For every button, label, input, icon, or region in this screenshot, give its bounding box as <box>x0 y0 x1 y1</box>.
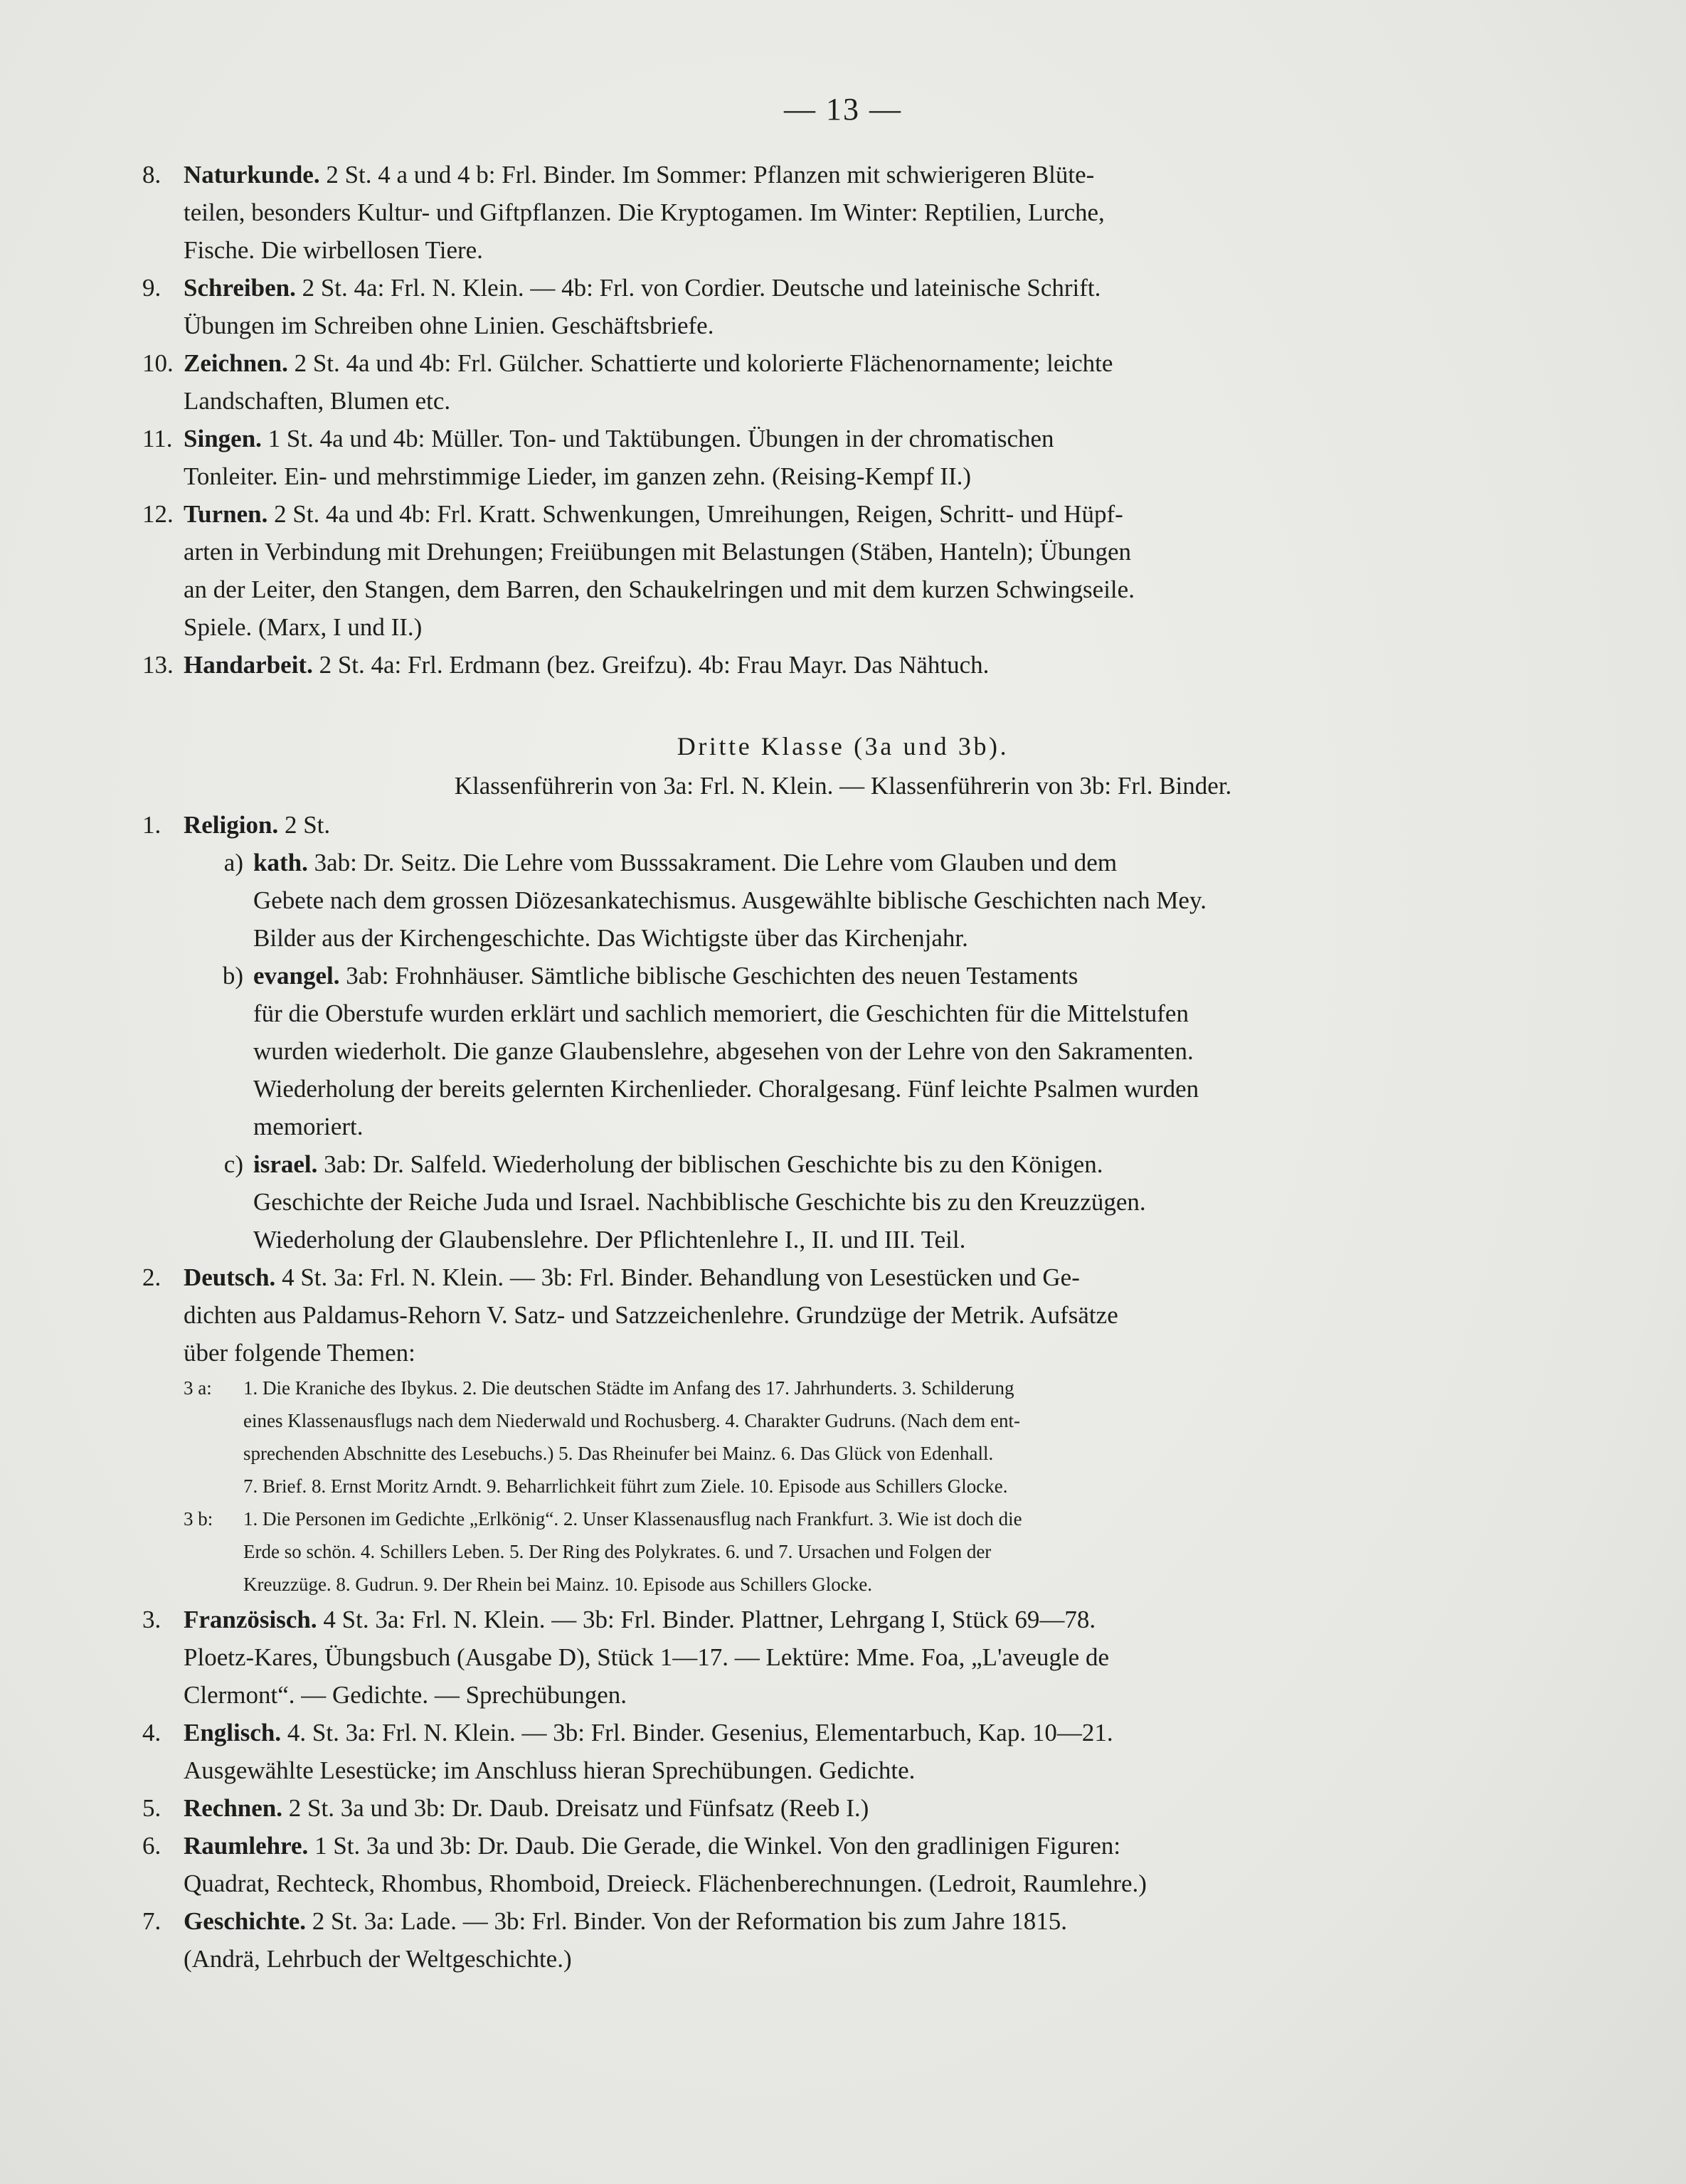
item-line <box>142 1601 1544 1638</box>
theme-line <box>184 1372 1544 1404</box>
item-line <box>142 156 1544 194</box>
theme-class: 3 a: <box>184 1377 212 1399</box>
item-hours: 2 St. <box>284 811 331 839</box>
item-text: Wiederholung der bereits gelernten Kirchenlieder. Choralgesang. Fünf leichte Psalmen wurden <box>253 1075 1199 1103</box>
item-text: Clermont“. — Gedichte. — Sprechübungen. <box>184 1681 627 1709</box>
item-text: dichten aus Paldamus-Rehorn V. Satz- und Satzzeichenlehre. Grundzüge der Metrik. Aufsätze <box>184 1301 1118 1329</box>
item-title: Französisch. <box>184 1606 317 1633</box>
subsection-label: c) <box>223 1150 243 1178</box>
item-text: 4. St. 3a: Frl. N. Klein. — 3b: Frl. Binder. Gesenius, Elementarbuch, Kap. 10—21. <box>287 1719 1113 1746</box>
item-text: Landschaften, Blumen etc. <box>184 387 451 415</box>
item-line <box>142 608 1544 646</box>
religion-subsection <box>184 844 1544 957</box>
deutsch-item <box>142 1258 1544 1372</box>
theme-text: 1. Die Personen im Gedichte „Erlkönig“. 2. Unser Klassenausflug nach Frankfurt. 3. Wie ist doch die <box>243 1508 1022 1530</box>
item-text: Wiederholung der Glaubenslehre. Der Pflichtenlehre I., II. und III. Teil. <box>253 1226 966 1253</box>
theme-line <box>184 1535 1544 1568</box>
item-number: 8. <box>142 161 161 189</box>
item-number: 3. <box>142 1606 161 1633</box>
item-text: Spiele. (Marx, I und II.) <box>184 613 423 641</box>
theme-text: Kreuzzüge. 8. Gudrun. 9. Der Rhein bei Mainz. 10. Episode aus Schillers Glocke. <box>243 1574 873 1595</box>
theme-text: 1. Die Kraniche des Ibykus. 2. Die deutschen Städte im Anfang des 17. Jahrhunderts. 3. Schilderung <box>243 1377 1014 1399</box>
subsection-label: b) <box>222 962 243 990</box>
item-text: 3ab: Frohnhäuser. Sämtliche biblische Geschichten des neuen Testaments <box>346 962 1078 990</box>
item-number: 4. <box>142 1719 161 1746</box>
numbered-item <box>142 1601 1544 1714</box>
subsection-title: kath. <box>253 849 308 876</box>
item-title: Singen. <box>184 425 262 452</box>
item-title: Geschichte. <box>184 1907 307 1935</box>
item-number: 2. <box>142 1263 161 1291</box>
item-text: teilen, besonders Kultur- und Giftpflanzen. Die Kryptogamen. Im Winter: Reptilien, Lurche, <box>184 198 1105 226</box>
numbered-item <box>142 420 1544 495</box>
item-title: Zeichnen. <box>184 349 288 377</box>
item-line <box>184 1108 1544 1145</box>
item-text: Fische. Die wirbellosen Tiere. <box>184 236 483 264</box>
item-title: Handarbeit. <box>184 651 313 679</box>
item-line <box>142 420 1544 457</box>
item-text: an der Leiter, den Stangen, dem Barren, den Schaukelringen und mit dem kurzen Schwingseile. <box>184 576 1135 603</box>
item-line <box>142 1676 1544 1714</box>
theme-line <box>184 1502 1544 1535</box>
item-line <box>142 1902 1544 1940</box>
item-text: 2 St. 4 a und 4 b: Frl. Binder. Im Sommer: Pflanzen mit schwierigeren Blüte- <box>326 161 1095 189</box>
theme-list <box>184 1372 1544 1502</box>
numbered-item <box>142 1789 1544 1827</box>
item-text: Bilder aus der Kirchengeschichte. Das Wichtigste über das Kirchenjahr. <box>253 924 968 952</box>
item-line <box>184 957 1544 995</box>
item-title: Turnen. <box>184 500 268 528</box>
item-line <box>184 881 1544 919</box>
item-line <box>142 457 1544 495</box>
item-line <box>142 646 1544 684</box>
item-text: 3ab: Dr. Seitz. Die Lehre vom Busssakrament. Die Lehre vom Glauben und dem <box>314 849 1118 876</box>
item-line <box>142 269 1544 307</box>
item-title: Rechnen. <box>184 1794 283 1822</box>
item-text: 2 St. 3a und 3b: Dr. Daub. Dreisatz und Fünfsatz (Reeb I.) <box>288 1794 869 1822</box>
item-line <box>142 194 1544 231</box>
religion-subsection <box>184 957 1544 1145</box>
item-text: arten in Verbindung mit Drehungen; Freiübungen mit Belastungen (Stäben, Hanteln); Übungen <box>184 538 1131 566</box>
item-number: 1. <box>142 811 161 839</box>
item-text: 4 St. 3a: Frl. N. Klein. — 3b: Frl. Binder. Plattner, Lehrgang I, Stück 69—78. <box>323 1606 1096 1633</box>
theme-line <box>184 1437 1544 1470</box>
theme-text: Erde so schön. 4. Schillers Leben. 5. Der Ring des Polykrates. 6. und 7. Ursachen und Folgen der <box>243 1541 992 1562</box>
theme-text: eines Klassenausflugs nach dem Niederwald und Rochusberg. 4. Charakter Gudruns. (Nach dem ent- <box>243 1410 1020 1431</box>
item-line <box>142 231 1544 269</box>
item-text: wurden wiederholt. Die ganze Glaubenslehre, abgesehen von der Lehre von den Sakramenten. <box>253 1037 1194 1065</box>
item-title: Englisch. <box>184 1719 282 1746</box>
religion-subsection <box>184 1145 1544 1258</box>
numbered-item <box>142 156 1544 269</box>
item-number: 10. <box>142 349 174 377</box>
item-line <box>142 382 1544 420</box>
item-line <box>142 533 1544 571</box>
item-line <box>142 344 1544 382</box>
item-text: 1 St. 4a und 4b: Müller. Ton- und Taktübungen. Übungen in der chromatischen <box>267 425 1054 452</box>
item-line <box>142 1258 1544 1296</box>
item-text: 1 St. 3a und 3b: Dr. Daub. Die Gerade, die Winkel. Von den gradlinigen Figuren: <box>314 1832 1121 1860</box>
item-text: (Andrä, Lehrbuch der Weltgeschichte.) <box>184 1945 572 1973</box>
numbered-item <box>142 344 1544 420</box>
item-line <box>142 1789 1544 1827</box>
class-teachers: Klassenführerin von 3a: Frl. N. Klein. — Klassenführerin von 3b: Frl. Binder. <box>454 772 1232 800</box>
item-text: Gebete nach dem grossen Diözesankatechismus. Ausgewählte biblische Geschichten nach Mey. <box>253 886 1207 914</box>
item-number: 7. <box>142 1907 161 1935</box>
subsection-label: a) <box>223 849 243 876</box>
numbered-item <box>142 269 1544 344</box>
item-title: Schreiben. <box>184 274 296 302</box>
theme-text: sprechenden Abschnitte des Lesebuchs.) 5. Das Rheinufer bei Mainz. 6. Das Glück von Edenhall. <box>243 1443 994 1464</box>
item-line <box>142 571 1544 608</box>
item-text: Übungen im Schreiben ohne Linien. Geschäftsbriefe. <box>184 312 714 339</box>
item-title: Deutsch. <box>184 1263 276 1291</box>
item-text: 2 St. 4a und 4b: Frl. Gülcher. Schattierte und kolorierte Flächenornamente; leichte <box>294 349 1113 377</box>
item-text: für die Oberstufe wurden erklärt und sachlich memoriert, die Geschichten für die Mittelstufen <box>253 1000 1189 1027</box>
item-number: 6. <box>142 1832 161 1860</box>
item-line <box>184 919 1544 957</box>
item-text: 2 St. 3a: Lade. — 3b: Frl. Binder. Von der Reformation bis zum Jahre 1815. <box>312 1907 1068 1935</box>
numbered-item <box>142 1714 1544 1789</box>
theme-text: 7. Brief. 8. Ernst Moritz Arndt. 9. Beharrlichkeit führt zum Ziele. 10. Episode aus Schillers Glocke. <box>243 1475 1008 1497</box>
item-number: 11. <box>142 425 173 452</box>
item-text: 4 St. 3a: Frl. N. Klein. — 3b: Frl. Binder. Behandlung von Lesestücken und Ge- <box>282 1263 1080 1291</box>
item-title: Religion. <box>184 811 279 839</box>
upper-items <box>142 156 1544 684</box>
numbered-item <box>142 1827 1544 1902</box>
item-number: 9. <box>142 274 161 302</box>
item-text: 2 St. 4a: Frl. Erdmann (bez. Greifzu). 4b: Frau Mayr. Das Nähtuch. <box>319 651 990 679</box>
item-number: 5. <box>142 1794 161 1822</box>
item-line <box>184 1221 1544 1258</box>
item-number: 13. <box>142 651 174 679</box>
numbered-item <box>142 1902 1544 1978</box>
item-title: Naturkunde. <box>184 161 320 189</box>
item-text: Geschichte der Reiche Juda und Israel. Nachbiblische Geschichte bis zu den Kreuzzügen. <box>253 1188 1146 1216</box>
item-text: Ploetz-Kares, Übungsbuch (Ausgabe D), Stück 1—17. — Lektüre: Mme. Foa, „L'aveugle de <box>184 1643 1109 1671</box>
item-line <box>184 1032 1544 1070</box>
item-line <box>142 1865 1544 1902</box>
item-line <box>142 1638 1544 1676</box>
theme-line <box>184 1404 1544 1437</box>
theme-list <box>184 1502 1544 1601</box>
item-number: 12. <box>142 500 174 528</box>
item-title: Raumlehre. <box>184 1832 309 1860</box>
religion-subsections <box>142 844 1544 1258</box>
item-text: Quadrat, Rechteck, Rhombus, Rhomboid, Dreieck. Flächenberechnungen. (Ledroit, Raumlehre.) <box>184 1870 1147 1897</box>
item-line <box>142 1751 1544 1789</box>
numbered-item <box>142 495 1544 646</box>
item-text: Ausgewählte Lesestücke; im Anschluss hieran Sprechübungen. Gedichte. <box>184 1756 916 1784</box>
subsection-title: evangel. <box>253 962 340 990</box>
item-line <box>142 495 1544 533</box>
item-text: 2 St. 4a und 4b: Frl. Kratt. Schwenkungen, Umreihungen, Reigen, Schritt- und Hüpf- <box>274 500 1123 528</box>
item-text: 2 St. 4a: Frl. N. Klein. — 4b: Frl. von Cordier. Deutsche und lateinische Schrift. <box>302 274 1101 302</box>
lower-items <box>142 1601 1544 1978</box>
subsection-title: israel. <box>253 1150 318 1178</box>
item-text: über folgende Themen: <box>184 1339 415 1367</box>
item-line <box>142 1940 1544 1978</box>
item-line <box>142 307 1544 344</box>
theme-line <box>184 1470 1544 1502</box>
item-line <box>142 1714 1544 1751</box>
numbered-item <box>142 646 1544 684</box>
item-text: 3ab: Dr. Salfeld. Wiederholung der biblischen Geschichte bis zu den Königen. <box>324 1150 1103 1178</box>
religion-item <box>142 806 1544 844</box>
theme-line <box>184 1568 1544 1601</box>
item-line <box>142 1296 1544 1334</box>
item-line <box>142 1827 1544 1865</box>
item-text: Tonleiter. Ein- und mehrstimmige Lieder, im ganzen zehn. (Reising-Kempf II.) <box>184 462 972 490</box>
theme-class: 3 b: <box>184 1508 213 1530</box>
item-text: memoriert. <box>253 1113 364 1140</box>
page-number: — 13 — <box>784 92 902 127</box>
item-line <box>142 1334 1544 1372</box>
essay-themes <box>184 1372 1544 1601</box>
section-title: Dritte Klasse (3a und 3b). <box>677 732 1009 760</box>
item-line <box>184 844 1544 881</box>
item-line <box>184 1070 1544 1108</box>
item-line <box>184 995 1544 1032</box>
item-line <box>184 1183 1544 1221</box>
item-line <box>184 1145 1544 1183</box>
